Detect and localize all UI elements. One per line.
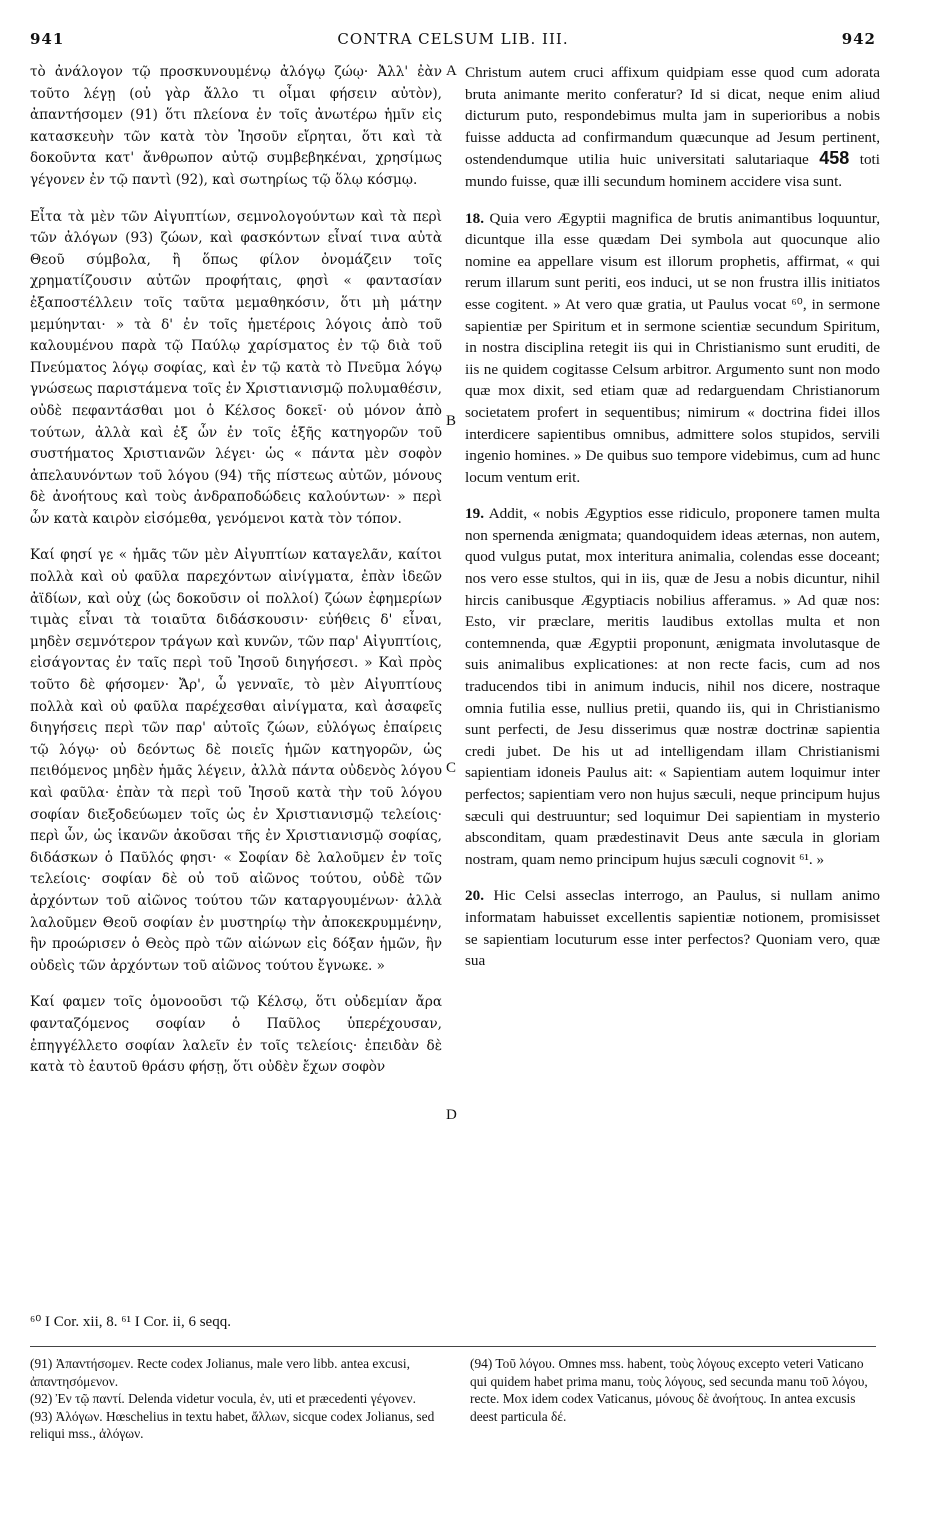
- latin-section-20: [465, 885, 880, 971]
- margin-marker-c: C: [446, 760, 457, 776]
- running-header: [30, 30, 876, 54]
- latin-section-18: [465, 208, 880, 489]
- greek-column: [30, 62, 442, 1079]
- latin-paragraph-1-text-a: Christum autem cruci affixum quidpiam esse quod cum adorata bruta animante merito conferatur? Id si dicat, neque enim aliud dicturum puto, respondebimus multa jam in superioribus a nobis fuisse adducta ad confirmandum quæcunque ad Jesum pertinent, ostendendumque utilia huic universitati salutariaque: [465, 64, 880, 169]
- footnote-divider: [30, 1346, 876, 1347]
- margin-marker-a: A: [446, 63, 457, 79]
- greek-paragraph-4: Καί φαμεν τοῖς ὁμονοοῦσι τῷ Κέλσῳ, ὅτι οὐδεμίαν ἄρα φανταζόμενος σοφίαν ὁ Παῦλος ὑπερέχουσαν, ἐπηγγέλλετο σοφίαν λαλεῖν ἐν τοῖς τελείοις· ἐπειδὰν δὲ κατὰ τὸ ἑαυτοῦ θράσυ φήσῃ, ὅτι οὐδὲν ἔχων σοφὸν: [30, 994, 442, 1076]
- footnotes-left: [30, 1355, 440, 1443]
- margin-marker-b: B: [446, 413, 457, 429]
- section-number-20: 20.: [465, 887, 484, 905]
- latin-paragraph-1: [465, 62, 880, 193]
- greek-paragraph-3: Καί φησί γε « ἡμᾶς τῶν μὲν Αἰγυπτίων καταγελᾶν, καίτοι πολλὰ καὶ οὐ φαῦλα παρεχόντων αἰνίγματα, ἐπὰν ἰδεῶν ἀϊδίων, καὶ οὐχ (ὡς δοκοῦσιν οἱ πολλοί) ζώων ἐφημερίων τιμὰς εἶναι τὰ τοιαῦτα διδάσκουσιν· εὐήθεις δ' εἶναι, μηδὲν σεμνότερον τράγων καὶ κυνῶν, τῶν παρ' Αἰγυπτίοις, εἰσάγοντας ἐν ταῖς περὶ τοῦ Ἰησοῦ διηγήσεσι. » Καὶ πρὸς τοῦτο δὲ φήσομεν· Ἄρ', ὦ γενναῖε, τὸ μὲν Αἰγυπτίους πολλὰ καὶ οὐ φαῦλα παρέχεσθαι αἰνίγματα, καὶ ἀσαφεῖς διηγήσεις περὶ τῶν παρ' αὐτοῖς ζώων, εὐλόγως ἐπαίρεις τῷ λόγῳ· οὐ δεόντως δὲ ποιεῖς ἡμῶν κατηγορῶν, ὡς πειθόμενος μηδὲν ἡμᾶς λέγειν, ἀλλὰ πάντα οὐδενὸς λόγου καὶ φαῦλα· ἐπὰν τὰ περὶ τοῦ Ἰησοῦ κατὰ τὴν τοῦ λόγου σοφίαν διεξοδεύωμεν τοῖς ὡς ἐν Χριστιανισμῷ τελείοις· περὶ ὧν, ὡς ἱκανῶν ἀκοῦσαι τῆς ἐν Χριστιανισμῷ σοφίας, διδάσκων ὁ Παῦλός φησι· « Σοφίαν δὲ λαλοῦμεν ἐν τοῖς τελείοις· σοφίαν δὲ οὐ τοῦ αἰῶνος τούτου, οὐδὲ τῶν ἀρχόντων τοῦ αἰῶνος τούτου τῶν καταργουμένων· ἀλλὰ λαλοῦμεν Θεοῦ σοφίαν ἐν μυστηρίῳ τὴν ἀποκεκρυμμένην, ἣν προώρισεν ὁ Θεὸς πρὸ τῶν αἰώνων εἰς δόξαν ἡμῶν, ἣν οὐδεὶς τῶν ἀρχόντων τοῦ αἰῶνος τούτου ἔγνωκε. »: [30, 547, 442, 974]
- column-number: 458: [819, 148, 850, 169]
- section-number-19: 19.: [465, 505, 484, 523]
- latin-column: [465, 62, 880, 972]
- margin-marker-d: D: [446, 1107, 457, 1123]
- page-number-right: 942: [841, 30, 876, 48]
- latin-section-19-text: Addit, « nobis Ægyptios esse ridiculo, proponere tamen multa non spernenda ænigmata; quandoquidem ideas æternas, non autem, quod vulgus putat, mox interitura animalia, colendas esse doceant; nos vero esse stultos, qui in iis, quæ de Jesu a nobis dicuntur, nihil hircis canibusque Ægyptiacis nobilius afferamus. » Ad quæ nos: Esto, vir præclare, meritis laudibus extollas multa et non contemnenda, quæ Ægyptii proponunt, ænigmata involutasque de suis animalibus explicationes: at non recte facis, cum ad nos traducendos tibi in animum inducis, nihil nos dicere, nostraque omnia futilia esse, nullius pretii, quando iis, qui in Christianismo sunt perfecti, de Jesu disserimus quæ nostræ doctrinæ sapientia credi jubet. De his ut ad intelligendam illam Christianismi sapientiam idoneis Paulus ait: « Sapientiam autem loquimur inter perfectos; sapientiam vero non hujus sæculi, neque principum hujus sæculi qui destruuntur; sed loquimur Dei sapientiam in mysterio absconditam, quam prædestinavit Deus ante sæcula in gloriam nostram, quam nemo principum hujus sæculi cognovit ⁶¹. »: [465, 505, 880, 868]
- greek-paragraph-1: τὸ ἀνάλογον τῷ προσκυνουμένῳ ἀλόγῳ ζώῳ· Ἀλλ' ἐὰν τοῦτο λέγῃ (οὐ γὰρ ἄλλο τι οἶμαι φήσειν αὐτὸν), ἀπαντήσομεν (91) ὅτι πλείονα ἐν τοῖς ἀνωτέρω ἡμῖν εἰς κατασκευὴν τῶν κατὰ τὸν Ἰησοῦν εἴρηται, ὅτι καὶ τὰ δοκοῦντα κατ' ἄνθρωπον αὐτῷ συμβεβηκέναι, χρησίμως γέγονεν ἐν τῷ παντὶ (92), καὶ σωτηρίως τῷ ὅλῳ κόσμῳ.: [30, 64, 442, 188]
- latin-paragraph-1-text-b: toti mundo fuisse, quæ illi secundum hominem accidere visa sunt.: [465, 151, 880, 190]
- footnotes-right: [470, 1355, 876, 1425]
- footnote-94: (94) Τοῦ λόγου. Omnes mss. habent, τοὺς λόγους excepto veteri Vaticano qui quidem habet prima manu, τοὺς λόγους, sed secunda manu τοῦ λόγου, recte. Mox idem codex Vaticanus, μόνους δὲ ἀνοήτους. In antea excusis deest particula δέ.: [470, 1356, 868, 1424]
- page-number-left: 941: [30, 30, 65, 48]
- section-number-18: 18.: [465, 209, 484, 227]
- latin-section-20-text: Hic Celsi asseclas interrogo, an Paulus, si nullam animo informatam habuisset excellentis sapientiæ notionem, promisisset se sapientiam locuturum esse inter perfectos? Quoniam vero, quæ sua: [465, 887, 880, 970]
- greek-paragraph-2: Εἶτα τὰ μὲν τῶν Αἰγυπτίων, σεμνολογούντων καὶ τὰ περὶ τῶν ἀλόγων (93) ζώων, καὶ φασκόντων εἶναί τινα αὐτὰ Θεοῦ σύμβολα, ἢ ὅπως φίλον ὀνομάζειν τοῖς χρηματίζουσιν αὐτῶν προφήταις, φησὶ « φαντασίαν ἐξαποστέλλειν τοῖς ταῦτα μεμαθηκόσιν, ὅτι μὴ μάτην μεμύηνται· » τὰ δ' ἐν τοῖς ἡμετέροις λόγοις ἀπὸ τοῦ καλουμένου παρὰ τῷ Παύλῳ χαρίσματος ἐν τῷ διὰ τοῦ Πνεύματος λόγῳ σοφίας, καὶ ἐν τῷ κατὰ τὸ Πνεῦμα λόγῳ γνώσεως παριστάμενα τοῖς ἐν Χριστιανισμῷ πολυμαθέσιν, οὐδὲ πεφαντάσθαι μοι ὁ Κέλσος δοκεῖ· οὐ μόνον ἀπὸ τούτων, ἀλλὰ καὶ ἐξ ὧν ἐν τοῖς ἑξῆς κατηγορῶν τοῦ συστήματος Χριστιανῶν λέγει· ὡς « πάντα μὲν σοφὸν ἀπελαυνόντων τοῦ λόγου (94) τῆς πίστεως αὐτῶν, μόνους δὲ ἀνοήτους καὶ τοὺς ἀνδραποδώδεις καλούντων· » περὶ ὧν κατὰ καιρὸν εἰσόμεθα, γενόμενοι κατὰ τὸν τόπον.: [30, 208, 442, 527]
- footnote-92: (92) Ἐν τῷ παντί. Delenda videtur vocula, ἐν, uti et præcedenti γέγονεν.: [30, 1391, 416, 1406]
- footnote-91: (91) Ἀπαντήσομεν. Recte codex Jolianus, male vero libb. antea excusi, ἀπαντησόμενον.: [30, 1356, 410, 1389]
- latin-section-19: [465, 503, 880, 870]
- latin-section-18-text: Quia vero Ægyptii magnifica de brutis animantibus loquuntur, dicuntque illa esse quædam Dei symbola aut quocunque alio nomine ea appellare visum est illorum prophetis, affirmat, « qui rerum illarum sunt periti, eos induci, ut se non frustra illis initiatos esse cogitent. » At vero quæ gratia, ut Paulus vocat ⁶⁰, in sermone sapientiæ per Spiritum et in sermone scientiæ secundum Spiritum, in nostra disciplina retegit iis qui in Christianismo sunt eruditi, de iis ne quidem cogitasse Celsum arbitror. Argumento sunt non modo quæ mox dixit, sed etiam quæ ad redarguendam Christianorum societatem profert in sequentibus; nimirum « doctrina fidei illos interdicere sapientibus omnibus, admittere solos stupidos, servili ingenio homines. » De quibus suo tempore videbimus, cum ad hunc locum ventum erit.: [465, 209, 881, 486]
- scripture-references: ⁶⁰ I Cor. xii, 8. ⁶¹ I Cor. ii, 6 seqq.: [30, 1314, 231, 1330]
- footnote-93: (93) Ἀλόγων. Hœschelius in textu habet, ἄλλων, sicque codex Jolianus, sed reliqui mss., ἀλόγων.: [30, 1408, 435, 1441]
- running-title: CONTRA CELSUM LIB. III.: [337, 30, 569, 48]
